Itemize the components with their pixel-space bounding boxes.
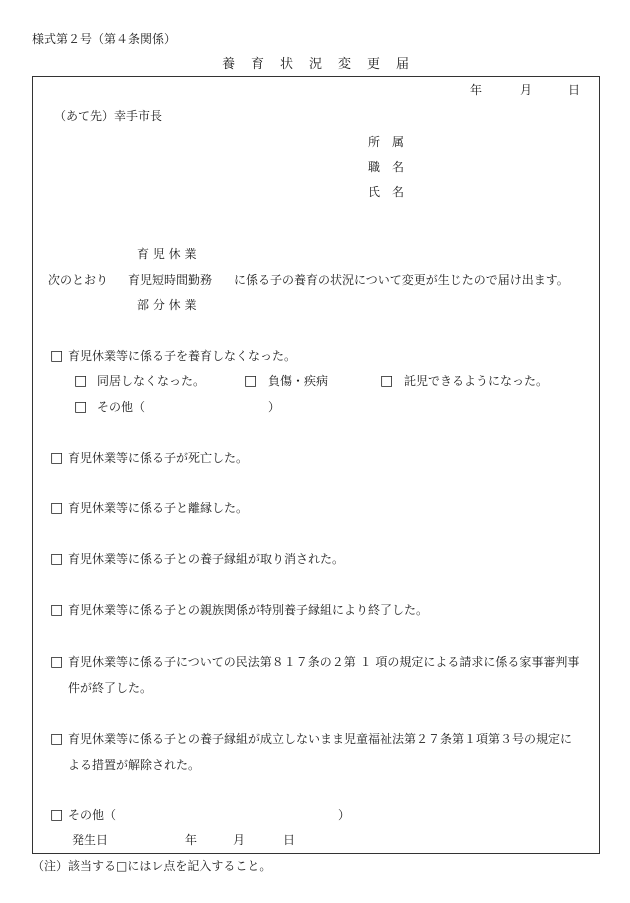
- item-family-court-line1: 育児休業等に係る子についての民法第８１７条の２第 １ 項の規定による請求に係る家事審判事: [68, 655, 580, 669]
- intro-suffix: に係る子の養育の状況について変更が生じたので届け出ます。: [234, 273, 569, 287]
- leave-type-partial: 部 分 休 業: [137, 298, 197, 312]
- checkbox-not-raising[interactable]: □: [50, 348, 64, 364]
- date-day: 日: [568, 83, 581, 97]
- item-family-court-line2: 件が終了した。: [68, 681, 153, 695]
- checkbox-adoption-cancel[interactable]: □: [50, 551, 64, 567]
- checkbox-death[interactable]: □: [50, 450, 64, 466]
- checkbox-other[interactable]: □: [50, 807, 64, 823]
- leave-type-short-hours: 育児短時間勤務: [128, 273, 213, 287]
- footnote: （注）該当する□にはレ点を記入すること。: [32, 859, 272, 873]
- item-not-raising: 育児休業等に係る子を養育しなくなった。: [68, 349, 297, 363]
- item-other-label: その他（: [68, 808, 117, 822]
- item-foster-line2: よる措置が解除された。: [68, 758, 201, 772]
- occurrence-month: 月: [233, 833, 246, 847]
- item-daycare: 託児できるようになった。: [404, 374, 549, 388]
- name-label: 氏 名: [368, 185, 405, 199]
- checkbox-family-court[interactable]: □: [50, 654, 64, 670]
- item-sub-other-label: その他（: [97, 400, 146, 414]
- intro-prefix: 次のとおり: [48, 273, 109, 287]
- item-special-adoption: 育児休業等に係る子との親族関係が特別養子縁組により終了した。: [68, 603, 429, 617]
- date-year: 年: [470, 83, 483, 97]
- item-death: 育児休業等に係る子が死亡した。: [68, 451, 249, 465]
- item-injury: 負傷・疾病: [268, 374, 329, 388]
- position-label: 職 名: [368, 160, 405, 174]
- checkbox-sub-other[interactable]: □: [74, 399, 88, 415]
- item-other-close: ）: [338, 808, 351, 822]
- occurrence-label: 発生日: [72, 833, 109, 847]
- affiliation-label: 所 属: [368, 135, 405, 149]
- item-divorce: 育児休業等に係る子と離縁した。: [68, 501, 249, 515]
- occurrence-year: 年: [185, 833, 198, 847]
- checkbox-divorce[interactable]: □: [50, 500, 64, 516]
- checkbox-injury[interactable]: □: [244, 373, 258, 389]
- item-no-cohabit: 同居しなくなった。: [97, 374, 206, 388]
- checkbox-foster[interactable]: □: [50, 731, 64, 747]
- addressee: （あて先）幸手市長: [54, 109, 163, 123]
- item-adoption-cancel: 育児休業等に係る子との養子縁組が取り消された。: [68, 552, 345, 566]
- item-sub-other-close: ）: [268, 400, 281, 414]
- checkbox-daycare[interactable]: □: [380, 373, 394, 389]
- occurrence-day: 日: [283, 833, 296, 847]
- item-foster-line1: 育児休業等に係る子との養子縁組が成立しないまま児童福祉法第２７条第１項第３号の規定に: [68, 732, 573, 746]
- date-month: 月: [520, 83, 533, 97]
- leave-type-childcare: 育 児 休 業: [137, 247, 197, 261]
- page-title: 養育状況変更届: [222, 57, 426, 72]
- checkbox-no-cohabit[interactable]: □: [74, 373, 88, 389]
- checkbox-special-adoption[interactable]: □: [50, 602, 64, 618]
- form-number: 様式第２号（第４条関係）: [32, 32, 177, 46]
